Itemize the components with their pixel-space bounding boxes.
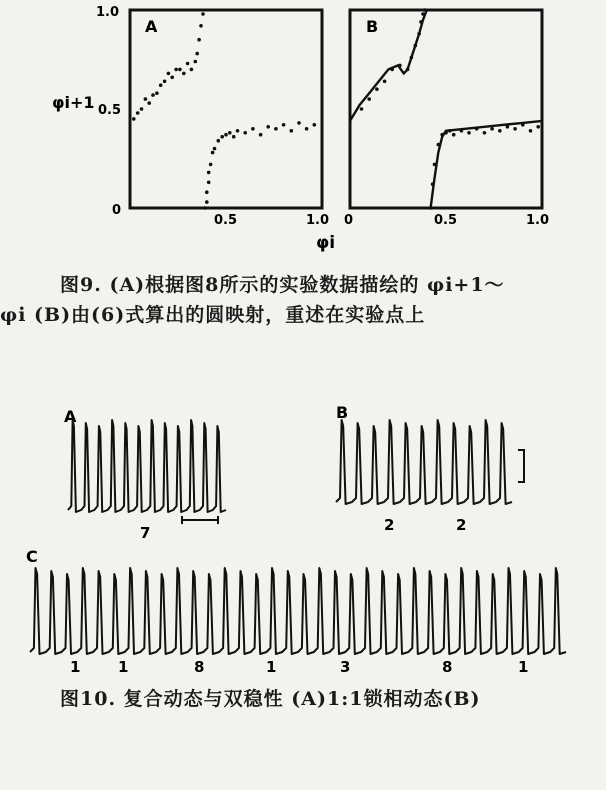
fig9-data-point bbox=[297, 121, 301, 125]
fig9-data-point bbox=[224, 133, 228, 137]
fig9-panel-a-label: A bbox=[145, 17, 158, 36]
fig9-data-point bbox=[205, 190, 209, 194]
fig9-y-tick-0: 0 bbox=[112, 203, 122, 218]
fig10-b-waveform bbox=[336, 420, 512, 504]
fig9-caption bbox=[0, 270, 606, 330]
fig9-x-axis-label: φi bbox=[316, 233, 336, 253]
fig10-c-label-2: 1 bbox=[118, 658, 129, 676]
fig9-data-point bbox=[155, 91, 159, 95]
fig10-b-scale-bar bbox=[518, 450, 524, 482]
fig9-data-point bbox=[313, 123, 317, 127]
fig9-data-point bbox=[194, 60, 198, 64]
fig9-y-tick-1: 1.0 bbox=[96, 5, 120, 20]
fig9-data-point bbox=[483, 131, 487, 135]
figure-9 bbox=[0, 0, 606, 270]
fig9-data-point bbox=[266, 125, 270, 129]
fig10-c-label-7: 1 bbox=[518, 658, 529, 676]
fig9-data-point bbox=[243, 131, 247, 135]
fig9-data-point bbox=[167, 72, 171, 76]
fig9-a-x-tick-05: 0.5 bbox=[214, 213, 238, 228]
fig9-data-point bbox=[236, 129, 240, 133]
figure-10 bbox=[0, 390, 606, 790]
fig9-data-point bbox=[490, 127, 494, 131]
fig9-caption-line1: 图9. (A)根据图8所示的实验数据描绘的 φi+1～ bbox=[60, 274, 505, 296]
fig9-data-point bbox=[367, 97, 371, 101]
fig9-data-point bbox=[178, 68, 182, 72]
fig10-panel-a-label: A bbox=[64, 407, 77, 426]
fig9-b-x-tick-1: 1.0 bbox=[526, 213, 550, 228]
fig9-data-point bbox=[186, 62, 190, 66]
fig9-data-point bbox=[132, 117, 136, 121]
fig9-data-point bbox=[140, 107, 144, 111]
fig10-panel-b-label: B bbox=[336, 403, 349, 422]
fig9-data-point bbox=[190, 68, 194, 72]
fig9-data-point bbox=[498, 129, 502, 133]
fig9-data-point bbox=[513, 127, 517, 131]
fig9-data-point bbox=[170, 76, 174, 80]
fig9-y-tick-05: 0.5 bbox=[98, 103, 122, 118]
fig9-data-point bbox=[199, 24, 203, 28]
fig9-panel-a-frame bbox=[130, 10, 322, 208]
fig10-trace-c bbox=[30, 568, 566, 654]
fig9-data-point bbox=[213, 147, 217, 151]
fig9-panel-a-points bbox=[132, 12, 316, 210]
fig9-data-point bbox=[201, 12, 205, 16]
fig9-model-curve bbox=[350, 10, 427, 121]
fig10-trace-a bbox=[68, 420, 226, 512]
fig9-data-point bbox=[144, 97, 148, 101]
fig9-data-point bbox=[159, 83, 163, 87]
fig10-c-label-6: 8 bbox=[442, 658, 453, 676]
fig9-data-point bbox=[274, 127, 278, 131]
fig10-b-bottom-label-1: 2 bbox=[384, 516, 395, 534]
fig9-panel-b-label: B bbox=[366, 17, 379, 36]
fig10-b-bottom-label-2: 2 bbox=[456, 516, 467, 534]
fig9-data-point bbox=[282, 123, 286, 127]
fig10-c-waveform bbox=[30, 568, 566, 654]
fig9-data-point bbox=[195, 52, 199, 56]
fig10-a-waveform bbox=[68, 420, 226, 512]
fig9-data-point bbox=[375, 87, 379, 91]
fig9-panel-b-frame bbox=[350, 10, 542, 208]
fig9-data-point bbox=[197, 38, 201, 42]
fig9-data-point bbox=[209, 163, 213, 167]
fig9-data-point bbox=[360, 107, 364, 111]
fig9-a-x-tick-1: 1.0 bbox=[306, 213, 330, 228]
fig10-trace-b bbox=[336, 420, 512, 504]
fig10-c-label-1: 1 bbox=[70, 658, 81, 676]
fig9-data-point bbox=[529, 129, 533, 133]
fig10-c-label-5: 3 bbox=[340, 658, 351, 676]
fig9-b-x-tick-0: 0 bbox=[344, 213, 354, 228]
fig9-data-point bbox=[217, 139, 221, 143]
fig9-data-point bbox=[207, 181, 211, 185]
fig9-data-point bbox=[207, 171, 211, 175]
fig9-data-point bbox=[259, 133, 263, 137]
fig10-c-label-4: 1 bbox=[266, 658, 277, 676]
fig9-caption-line2: φi (B)由(6)式算出的圆映射，重述在实验点上 bbox=[0, 304, 426, 326]
fig10-a-scale-bar bbox=[182, 516, 218, 524]
fig9-data-point bbox=[536, 125, 540, 129]
fig9-data-point bbox=[383, 80, 387, 84]
fig9-data-point bbox=[147, 101, 151, 105]
fig9-data-point bbox=[182, 72, 186, 76]
fig9-data-point bbox=[467, 131, 471, 135]
fig9-data-point bbox=[305, 127, 309, 131]
fig10-a-bottom-label: 7 bbox=[140, 524, 151, 542]
fig9-data-point bbox=[290, 129, 294, 133]
fig9-y-axis-label: φi+1 bbox=[52, 93, 95, 112]
fig9-data-point bbox=[203, 206, 207, 210]
fig9-data-point bbox=[251, 127, 255, 131]
fig9-data-point bbox=[151, 93, 155, 97]
fig9-data-point bbox=[205, 200, 209, 204]
fig9-data-point bbox=[220, 135, 224, 139]
fig9-data-point bbox=[136, 111, 140, 115]
fig10-c-label-3: 8 bbox=[194, 658, 205, 676]
fig9-data-point bbox=[228, 131, 232, 135]
fig9-data-point bbox=[211, 151, 215, 155]
fig9-panel-b-points bbox=[350, 8, 542, 210]
fig10-caption: 图10. 复合动态与双稳性 (A)1:1锁相动态(B) bbox=[60, 688, 481, 710]
fig10-panel-c-label: C bbox=[26, 547, 38, 566]
fig9-data-point bbox=[163, 80, 167, 84]
fig9-data-point bbox=[174, 68, 178, 72]
fig9-data-point bbox=[232, 135, 236, 139]
fig9-data-point bbox=[452, 133, 456, 137]
fig9-b-x-tick-05: 0.5 bbox=[434, 213, 458, 228]
